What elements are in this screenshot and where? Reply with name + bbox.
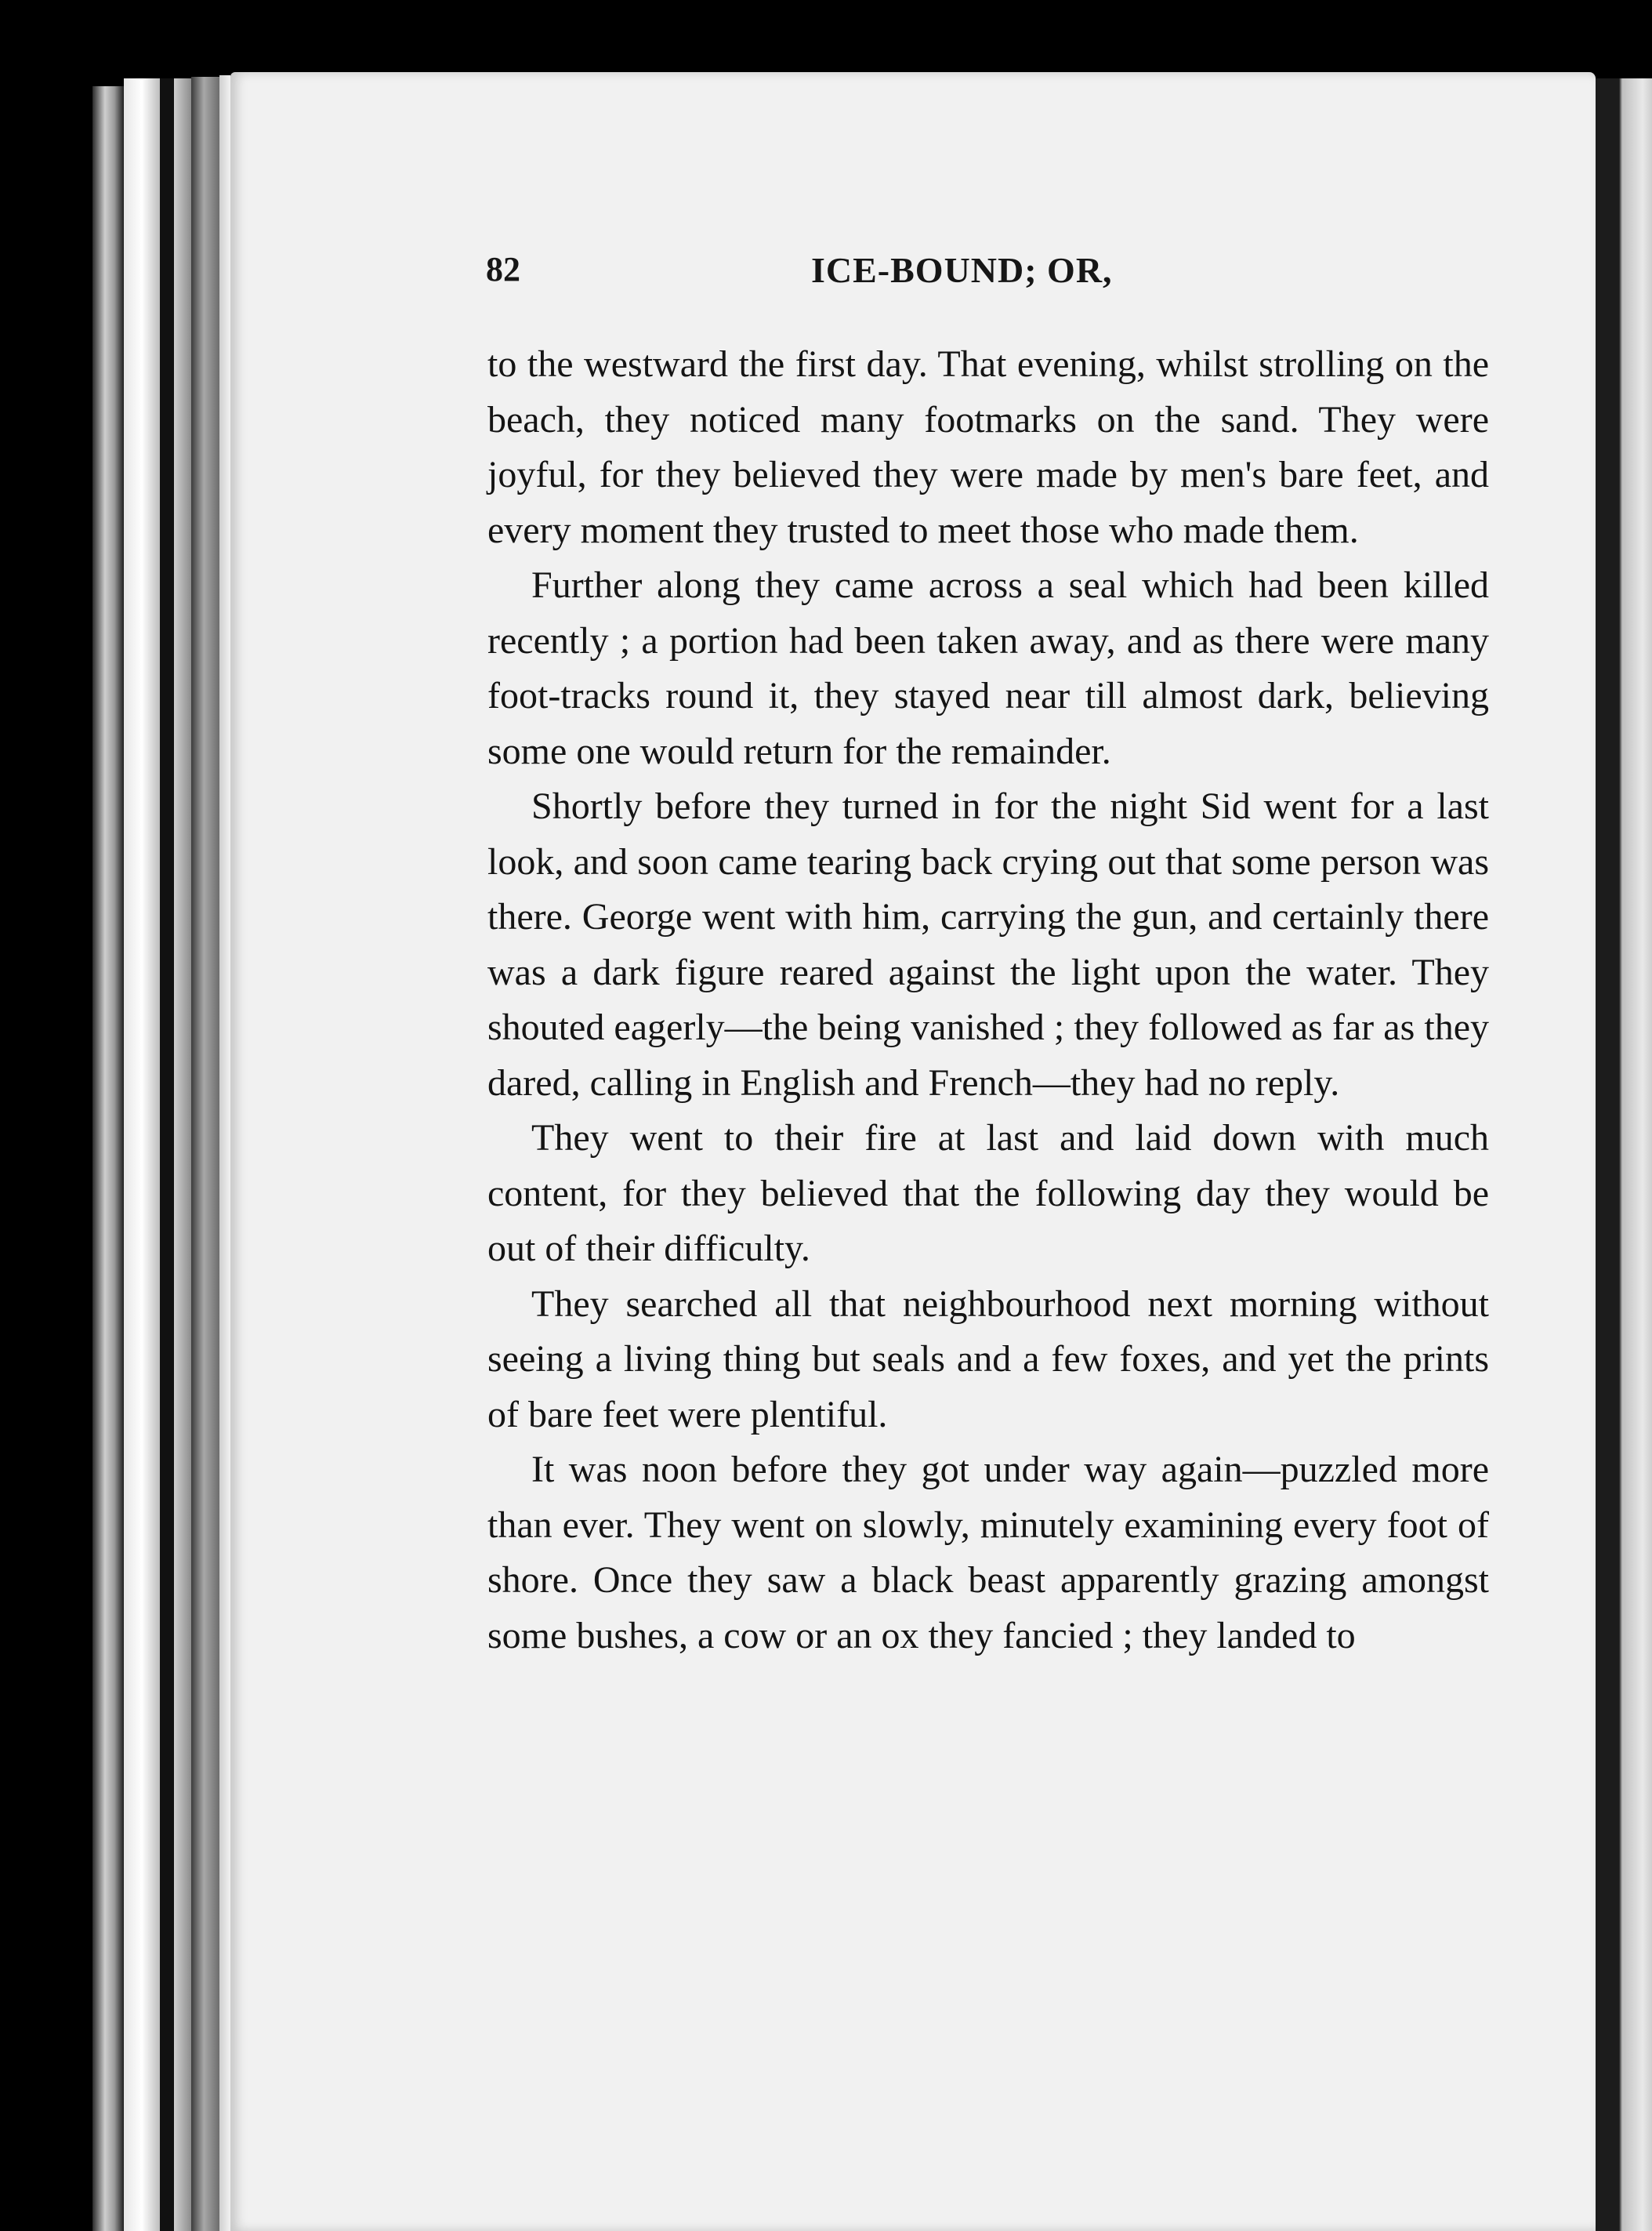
- page-number: 82: [486, 250, 520, 288]
- page-edge: [124, 78, 160, 2231]
- running-head: ICE-BOUND; OR,: [811, 250, 1113, 290]
- page-edge: [191, 77, 219, 2231]
- page-edge: [219, 75, 230, 2231]
- paragraph: They searched all that neighbourhood next morning without seeing a living thing but seals and a few foxes, and yet the prints of bare feet were plentiful.: [487, 1282, 1489, 1435]
- paragraph: It was noon before they got under way again—puzzled more than ever. They went on slowly, minutely examining every foot of shore. Once they saw a black beast apparently grazing amongst some bushes, a cow or an ox they fancied ; they landed to: [487, 1449, 1489, 1656]
- paragraph: Further along they came across a seal which had been killed recently ; a portion had been taken away, and as there were many foot-tracks round it, they stayed near till almost dark, believing some one would return for the remainder.: [487, 564, 1489, 772]
- page-edge: [92, 86, 124, 2231]
- paragraph: They went to their fire at last and laid down with much content, for they believed that the following day they would be out of their difficulty.: [487, 1117, 1489, 1269]
- body-text: [487, 337, 1489, 1663]
- page-edge: [174, 78, 191, 2231]
- facing-page-edge: [1596, 78, 1652, 2231]
- page-header: [486, 249, 1489, 312]
- page-edge: [160, 78, 174, 2231]
- paragraph: to the westward the first day. That evening, whilst strolling on the beach, they noticed many footmarks on the sand. They were joyful, for they believed they were made by men's bare feet, and every moment they trusted to meet those who made them.: [487, 343, 1489, 551]
- paragraph: Shortly before they turned in for the night Sid went for a last look, and soon came tearing back crying out that some person was there. George went with him, carrying the gun, and certainly there was a dark figure reared against the light upon the water. They shouted eagerly—the being vanished ; they followed as far as they dared, calling in English and French—they had no reply.: [487, 785, 1489, 1104]
